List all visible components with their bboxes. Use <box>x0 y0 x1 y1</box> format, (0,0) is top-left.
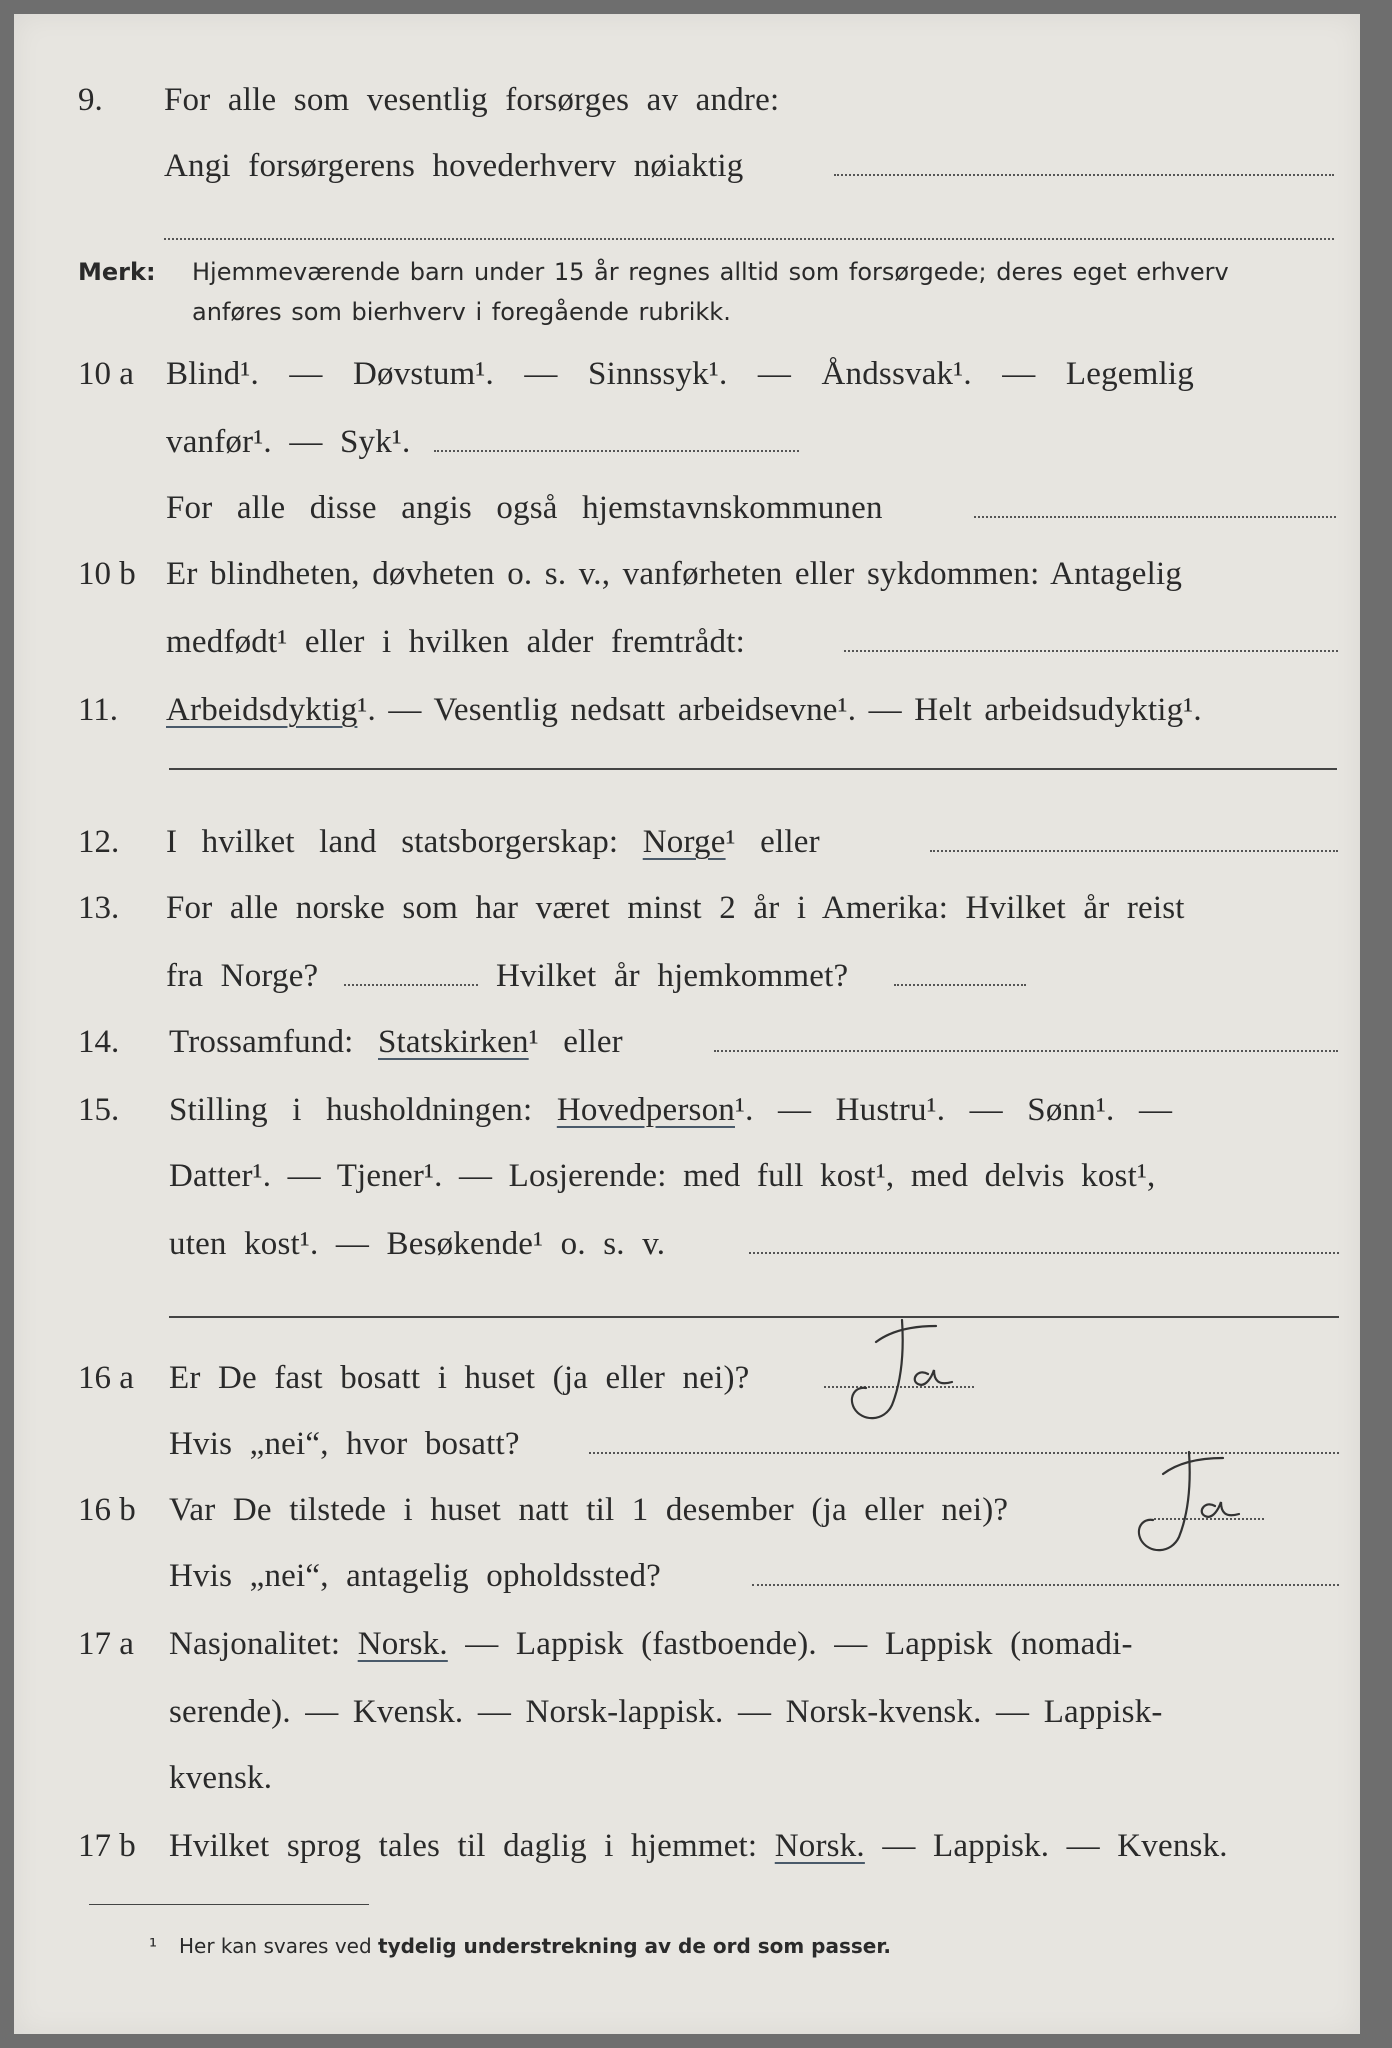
q17b-line <box>169 1828 1228 1865</box>
item-number-14: 14. <box>78 1024 120 1060</box>
footnote-text-bold: tydelig understrekning av de ord som passer. <box>378 1934 891 1958</box>
q17b-selected-option: Norsk. <box>774 1828 865 1864</box>
item-number-15: 15. <box>78 1092 120 1128</box>
q12-eller: ¹ eller <box>725 824 820 860</box>
q10b-line1: Er blindheten, døvheten o. s. v., vanførheten eller sykdommen: Antagelig <box>166 556 1183 592</box>
form-page <box>14 14 1360 2034</box>
q13-reist-line <box>344 984 478 986</box>
q14-answer-line <box>714 1050 1338 1052</box>
q11-selected-option: Arbeidsdyktig <box>166 692 358 728</box>
footnote-separator <box>89 1904 369 1905</box>
q9-line1: For alle som vesentlig forsørges av andre: <box>164 82 780 118</box>
item-number-16b: 16 b <box>78 1492 136 1528</box>
q9-answer-line <box>834 174 1334 176</box>
q12-line <box>166 824 820 861</box>
q11-answer-rule <box>169 768 1337 770</box>
merk-line1: Hjemmeværende barn under 15 år regnes alltid som forsørgede; deres eget erhverv <box>192 258 1229 286</box>
q17a-question: Nasjonalitet: <box>169 1626 341 1662</box>
q9-line2: Angi forsørgerens hovederhverv nøiaktig <box>164 148 744 184</box>
merk-label: Merk: <box>78 258 156 286</box>
q17b-options: — Lappisk. — Kvensk. <box>882 1828 1228 1864</box>
q13-line1: For alle norske som har været minst 2 år i Amerika: Hvilket år reist <box>166 890 1185 926</box>
q17a-line1 <box>169 1626 1133 1663</box>
q17a-line3: kvensk. <box>169 1760 273 1796</box>
q11-rest: ¹. — Vesentlig nedsatt arbeidsevne¹. — Helt arbeidsudyktig¹. <box>357 692 1202 728</box>
item-number-9: 9. <box>78 82 103 118</box>
q13-line2b: Hvilket år hjemkommet? <box>496 958 849 994</box>
footnote-mark: ¹ <box>149 1934 158 1958</box>
q14-eller: ¹ eller <box>528 1024 623 1060</box>
q15-answer-line <box>749 1252 1339 1254</box>
q15-answer-rule <box>169 1316 1339 1318</box>
q14-question: Trossamfund: <box>169 1024 354 1060</box>
q15-line1 <box>169 1092 1172 1129</box>
item-number-10a: 10 a <box>78 356 134 392</box>
q15-line3: uten kost¹. — Besøkende¹ o. s. v. <box>169 1226 666 1262</box>
q10b-line2: medfødt¹ eller i hvilken alder fremtrådt: <box>166 624 745 660</box>
q13-hjemkommet-line <box>894 984 1026 986</box>
q15-selected-option: Hovedperson <box>556 1092 735 1128</box>
q13-line2a: fra Norge? <box>166 958 319 994</box>
q15-question: Stilling i husholdningen: <box>169 1092 533 1128</box>
q16b-line1: Var De tilstede i huset natt til 1 desember (ja eller nei)? <box>169 1492 1009 1528</box>
q14-line <box>169 1024 623 1061</box>
q10a-hjemstavn-line <box>974 516 1336 518</box>
q10a-answer-line <box>434 450 799 452</box>
q16a-line2: Hvis „nei“, hvor bosatt? <box>169 1426 520 1462</box>
q16b-line2: Hvis „nei“, antagelig opholdssted? <box>169 1558 662 1594</box>
item-number-11: 11. <box>78 692 119 728</box>
q11-line <box>166 692 1202 729</box>
q16b-opholdssted-line <box>752 1584 1339 1586</box>
merk-line2: anføres som bierhverv i foregående rubrikk. <box>192 298 731 326</box>
q16a-line1: Er De fast bosatt i huset (ja eller nei)? <box>169 1360 750 1396</box>
q17a-selected-option: Norsk. <box>357 1626 448 1662</box>
q14-selected-option: Statskirken <box>378 1024 529 1060</box>
q10a-line1: Blind¹. — Døvstum¹. — Sinnssyk¹. — Åndssvak¹. — Legemlig <box>166 356 1194 392</box>
q17a-options: — Lappisk (fastboende). — Lappisk (nomadi- <box>465 1626 1133 1662</box>
q10a-line2: vanfør¹. — Syk¹. <box>166 424 411 460</box>
item-number-13: 13. <box>78 890 120 926</box>
q15-options: ¹. — Hustru¹. — Sønn¹. — <box>734 1092 1173 1128</box>
q16a-handwritten-answer <box>832 1310 982 1430</box>
item-number-12: 12. <box>78 824 120 860</box>
item-number-16a: 16 a <box>78 1360 134 1396</box>
q17b-question: Hvilket sprog tales til daglig i hjemmet: <box>169 1828 758 1864</box>
footnote-text-plain: Her kan svares ved <box>179 1934 372 1958</box>
q16b-handwritten-answer <box>1119 1442 1269 1562</box>
q12-selected-option: Norge <box>642 824 726 860</box>
q17a-line2: serende). — Kvensk. — Norsk-lappisk. — Norsk-kvensk. — Lappisk- <box>169 1694 1163 1730</box>
item-number-17a: 17 a <box>78 1626 134 1662</box>
q15-line2: Datter¹. — Tjener¹. — Losjerende: med full kost¹, med delvis kost¹, <box>169 1158 1156 1194</box>
q10b-answer-line <box>844 650 1338 652</box>
footnote-text <box>179 1934 891 1958</box>
q10a-line3: For alle disse angis også hjemstavnskommunen <box>166 490 883 526</box>
item-number-10b: 10 b <box>78 556 136 592</box>
q9-answer-line-2 <box>164 238 1334 240</box>
q12-question: I hvilket land statsborgerskap: <box>166 824 619 860</box>
q12-answer-line <box>930 850 1338 852</box>
item-number-17b: 17 b <box>78 1828 136 1864</box>
